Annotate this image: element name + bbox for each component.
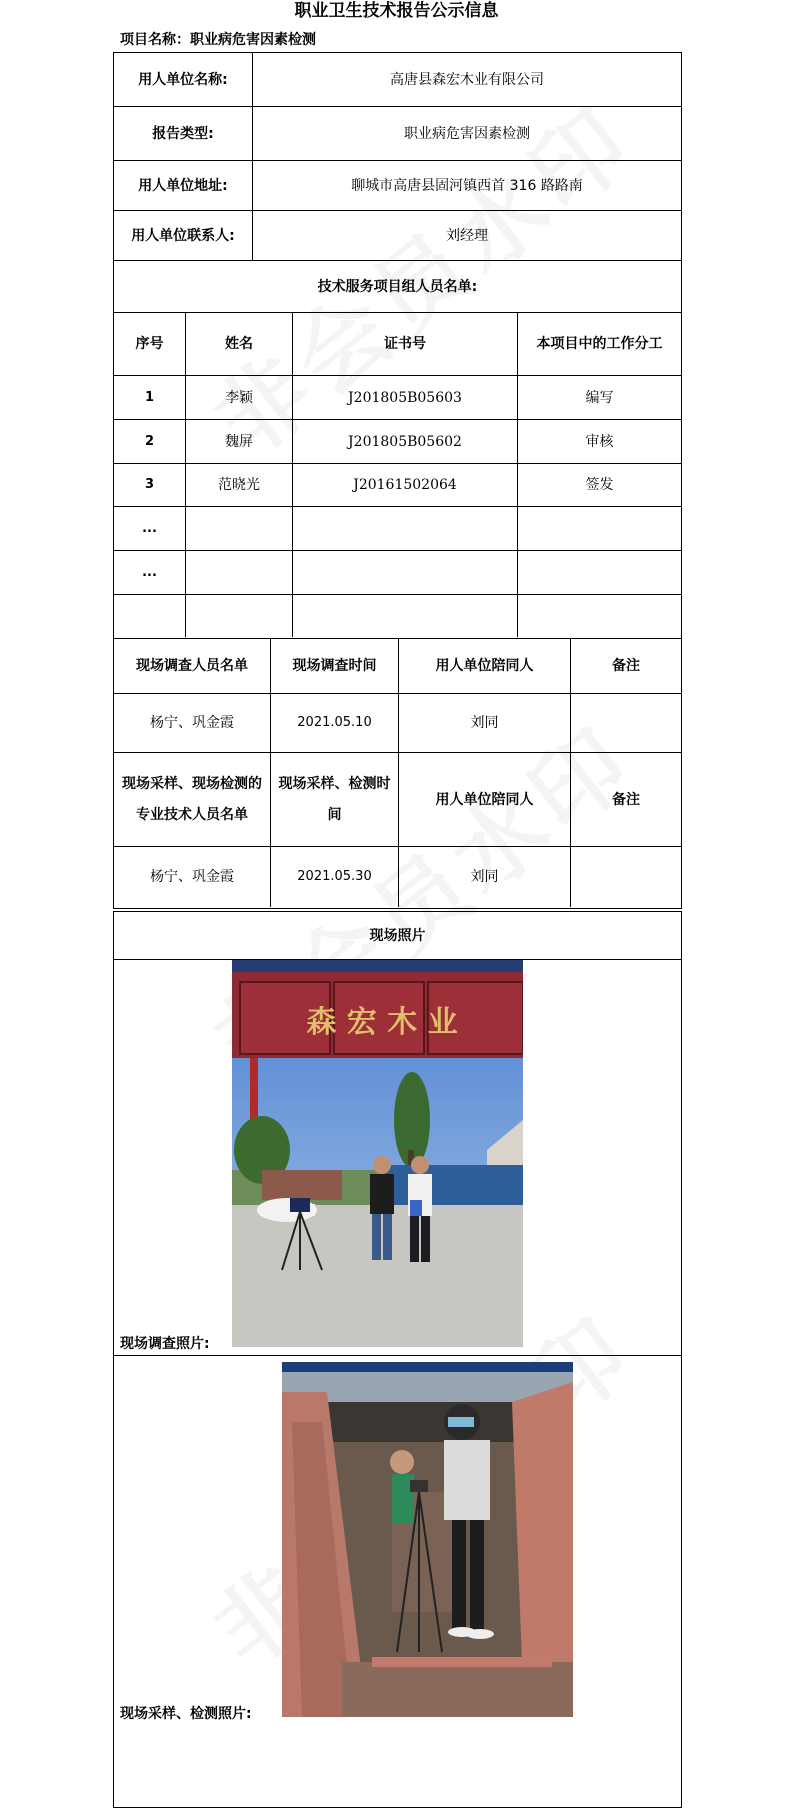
team-cell: [293, 551, 518, 595]
survey-cell: [571, 694, 681, 753]
survey-cell: 杨宁、巩金霞: [114, 694, 271, 753]
sampling-photo: [282, 1362, 573, 1717]
team-cell: 3: [114, 464, 186, 507]
team-header: 本项目中的工作分工: [518, 313, 681, 376]
team-header: 姓名: [186, 313, 293, 376]
team-cell: J20161502064: [293, 464, 518, 507]
team-cell: [518, 507, 681, 551]
info-table: [113, 52, 682, 261]
team-cell: 魏屏: [186, 420, 293, 464]
info-label: 报告类型:: [114, 107, 253, 161]
team-cell: [186, 551, 293, 595]
team-cell: [114, 595, 186, 637]
info-value: 刘经理: [446, 227, 488, 244]
team-cell: J201805B05602: [293, 420, 518, 464]
team-cell: [293, 595, 518, 637]
team-header: 序号: [114, 313, 186, 376]
sampling-header: 备注: [571, 753, 681, 847]
survey-header: 现场调查时间: [271, 639, 399, 694]
gate-sign-text: 森 宏 木 业: [306, 1005, 458, 1040]
team-cell: [186, 595, 293, 637]
info-value: 聊城市高唐县固河镇西首 316 路路南: [253, 161, 681, 211]
team-cell: 审核: [518, 420, 681, 464]
info-value: 职业病危害因素检测: [253, 107, 681, 161]
sampling-photo-label: 现场采样、检测照片:: [120, 1706, 252, 1722]
survey-header: 用人单位陪同人: [399, 639, 571, 694]
info-label: 用人单位名称:: [114, 53, 253, 107]
team-cell: ...: [114, 507, 186, 551]
team-cell: 编写: [518, 376, 681, 420]
survey-photo-label: 现场调查照片:: [120, 1336, 210, 1352]
team-cell: [518, 551, 681, 595]
survey-header: 备注: [571, 639, 681, 694]
team-header: 证书号: [293, 313, 518, 376]
team-cell: 1: [114, 376, 186, 420]
team-cell: 签发: [518, 464, 681, 507]
survey-photo: [232, 960, 523, 1347]
team-cell: 李颖: [186, 376, 293, 420]
info-label: 用人单位地址:: [114, 161, 253, 211]
page-title: 职业卫生技术报告公示信息: [294, 1, 499, 21]
team-title: 技术服务项目组人员名单:: [114, 261, 681, 313]
team-cell: [518, 595, 681, 637]
team-cell: [293, 507, 518, 551]
survey-header: 现场调查人员名单: [114, 639, 271, 694]
team-cell: [186, 507, 293, 551]
team-cell: J201805B05603: [293, 376, 518, 420]
team-table: [113, 261, 682, 639]
survey-cell: 2021.05.10: [271, 694, 399, 753]
survey-photo-image: [232, 960, 523, 1347]
sampling-cell: [571, 847, 681, 907]
team-cell: 范晓光: [186, 464, 293, 507]
sampling-header: 现场采样、检测时间: [271, 753, 399, 847]
survey-cell: 刘同: [399, 694, 571, 753]
sampling-header: 用人单位陪同人: [399, 753, 571, 847]
sampling-photo-image: [282, 1362, 573, 1717]
team-cell: 2: [114, 420, 186, 464]
sampling-cell: 刘同: [399, 847, 571, 907]
team-cell: ...: [114, 551, 186, 595]
photos-title: 现场照片: [114, 912, 681, 960]
info-value: 高唐县森宏木业有限公司: [253, 53, 681, 107]
project-name: 项目名称：职业病危害因素检测: [120, 32, 316, 48]
sampling-header: 现场采样、现场检测的专业技术人员名单: [114, 753, 271, 847]
sampling-cell: 杨宁、巩金霞: [114, 847, 271, 907]
sampling-cell: 2021.05.30: [271, 847, 399, 907]
survey-table: [113, 639, 682, 909]
info-label: 用人单位联系人:: [114, 211, 253, 260]
